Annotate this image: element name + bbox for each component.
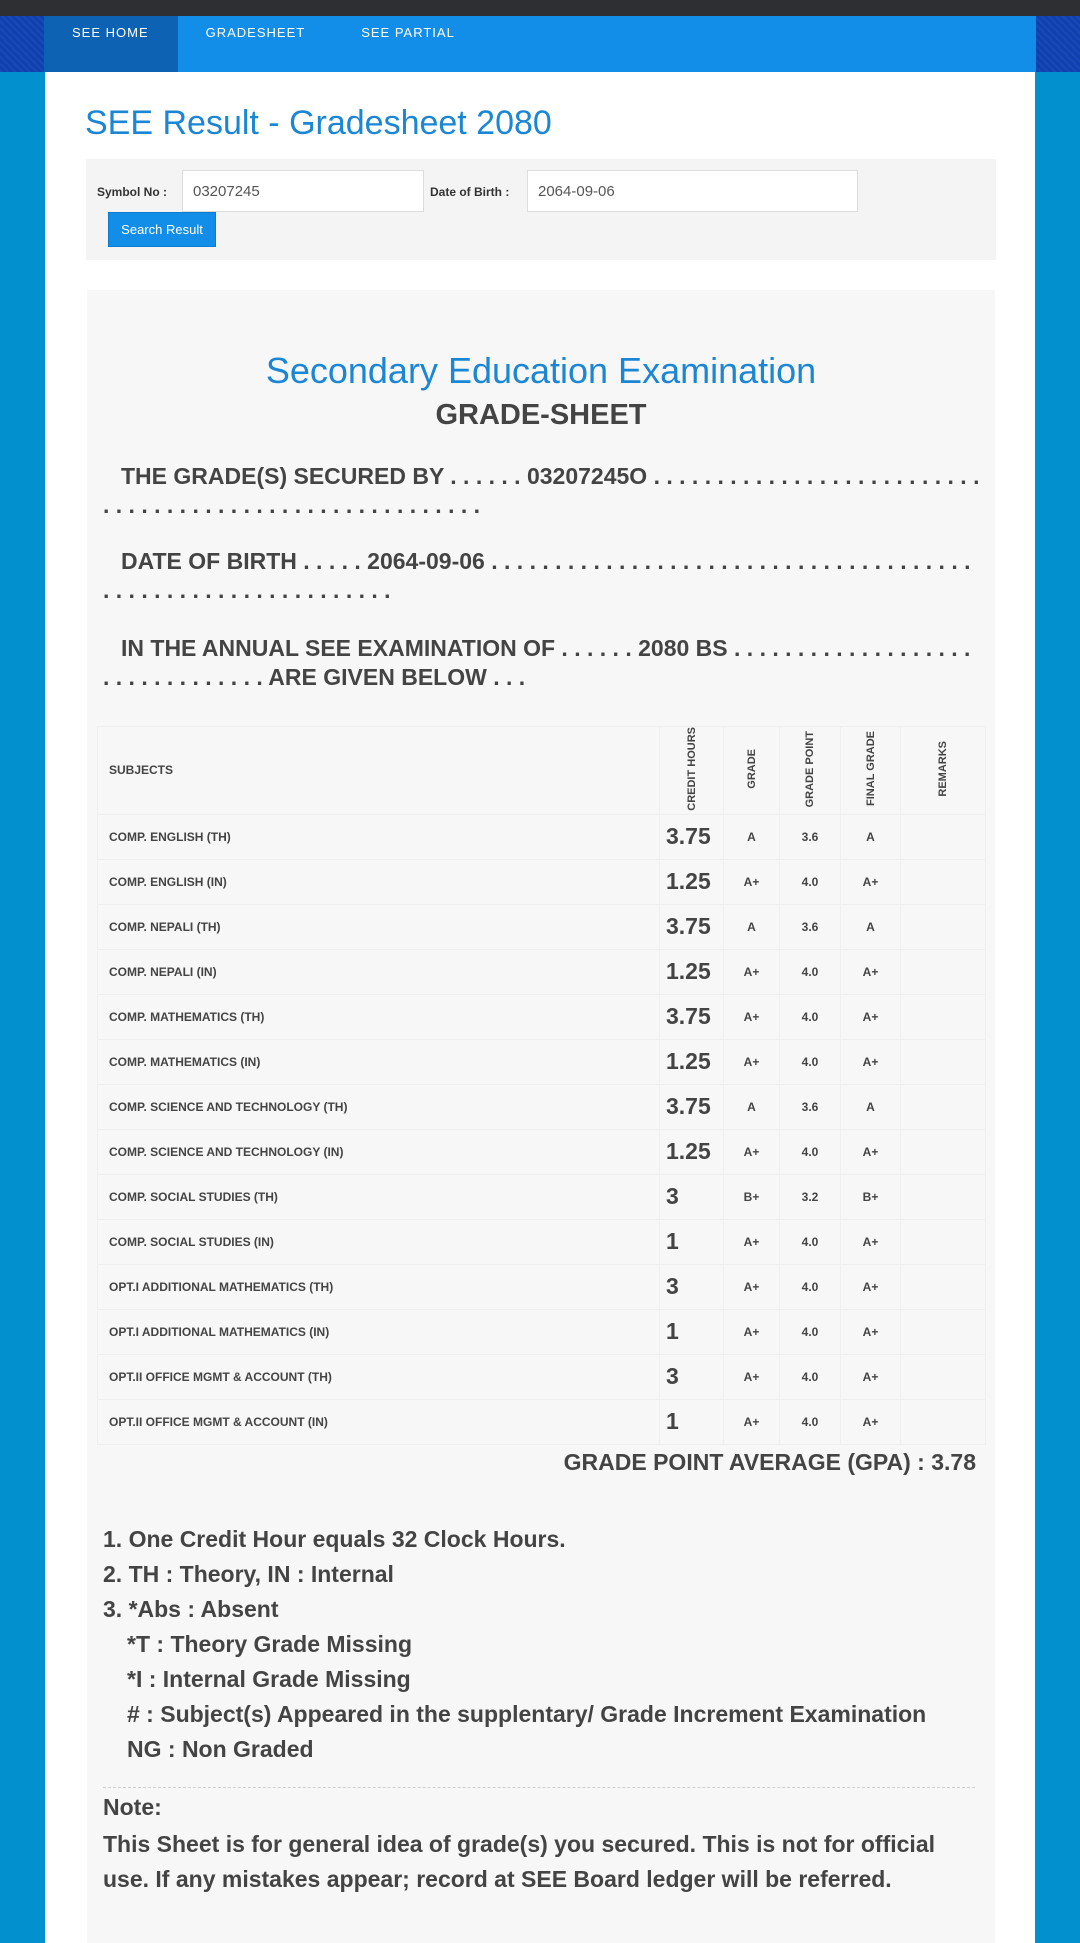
subject-cell: OPT.II OFFICE MGMT & ACCOUNT (TH) bbox=[98, 1354, 660, 1399]
dob-line: DATE OF BIRTH . . . . . 2064-09-06 . . . . . . . . . . . . . . . . . . . . . . . . . . . . . . . . . . . . . . . . . . . . . . . . . . . . . . . . . . . . . bbox=[103, 548, 971, 603]
exam-year-line: IN THE ANNUAL SEE EXAMINATION OF . . . . . . 2080 BS . . . . . . . . . . . . . . . . . . . . . . . . . . . . . . . . ARE GIVEN BELOW . . . bbox=[103, 635, 971, 690]
credit-hours-cell: 3 bbox=[660, 1264, 724, 1309]
grade-cell: A+ bbox=[724, 1354, 780, 1399]
table-row bbox=[98, 1129, 986, 1174]
grade-point-cell: 4.0 bbox=[780, 1354, 841, 1399]
note-heading: Note: bbox=[103, 1794, 162, 1820]
notes-divider bbox=[103, 1787, 975, 1788]
search-result-button[interactable]: Search Result bbox=[108, 212, 216, 247]
table-row bbox=[98, 1174, 986, 1219]
legend-line: 3. *Abs : Absent bbox=[103, 1596, 279, 1622]
subject-cell: COMP. ENGLISH (TH) bbox=[98, 814, 660, 859]
credit-hours-cell: 3 bbox=[660, 1174, 724, 1219]
table-row bbox=[98, 1084, 986, 1129]
remarks-cell bbox=[901, 1264, 986, 1309]
subject-cell: COMP. SCIENCE AND TECHNOLOGY (IN) bbox=[98, 1129, 660, 1174]
grade-sheet bbox=[87, 290, 995, 1943]
grade-cell: A+ bbox=[724, 1309, 780, 1354]
grade-cell: A bbox=[724, 814, 780, 859]
table-row bbox=[98, 1309, 986, 1354]
nav-see-home[interactable]: SEE HOME bbox=[44, 16, 178, 72]
credit-hours-cell: 3.75 bbox=[660, 994, 724, 1039]
final-grade-cell: A+ bbox=[841, 1129, 901, 1174]
final-grade-cell: A+ bbox=[841, 1264, 901, 1309]
grade-point-cell: 4.0 bbox=[780, 949, 841, 994]
subject-cell: COMP. SOCIAL STUDIES (TH) bbox=[98, 1174, 660, 1219]
table-row bbox=[98, 814, 986, 859]
exam-title: Secondary Education Examination bbox=[265, 350, 817, 391]
remarks-cell bbox=[901, 904, 986, 949]
remarks-cell bbox=[901, 814, 986, 859]
legend-line: 1. One Credit Hour equals 32 Clock Hours. bbox=[103, 1526, 566, 1552]
gpa-summary: GRADE POINT AVERAGE (GPA) : 3.78 bbox=[563, 1449, 976, 1475]
credit-hours-cell: 1.25 bbox=[660, 949, 724, 994]
subject-cell: OPT.I ADDITIONAL MATHEMATICS (IN) bbox=[98, 1309, 660, 1354]
final-grade-cell: A+ bbox=[841, 994, 901, 1039]
header-remarks: REMARKS bbox=[901, 727, 986, 815]
remarks-cell bbox=[901, 1399, 986, 1444]
final-grade-cell: B+ bbox=[841, 1174, 901, 1219]
grade-cell: A bbox=[724, 1084, 780, 1129]
credit-hours-cell: 1.25 bbox=[660, 1129, 724, 1174]
page-title: SEE Result - Gradesheet 2080 bbox=[85, 104, 552, 142]
final-grade-cell: A+ bbox=[841, 1399, 901, 1444]
grade-cell: A+ bbox=[724, 1039, 780, 1084]
header-subjects: SUBJECTS bbox=[98, 727, 660, 815]
legend-line: NG : Non Graded bbox=[127, 1736, 314, 1762]
header-credit-hours: CREDIT HOURS bbox=[660, 727, 724, 815]
dob-label: Date of Birth : bbox=[430, 185, 510, 199]
final-grade-cell: A bbox=[841, 904, 901, 949]
final-grade-cell: A+ bbox=[841, 859, 901, 904]
grade-point-cell: 3.6 bbox=[780, 814, 841, 859]
legend-notes bbox=[103, 1522, 926, 1767]
gradesheet-title: GRADE-SHEET bbox=[435, 399, 647, 431]
search-form bbox=[86, 159, 996, 260]
grade-cell: A+ bbox=[724, 949, 780, 994]
final-grade-cell: A+ bbox=[841, 949, 901, 994]
legend-line: *T : Theory Grade Missing bbox=[127, 1631, 412, 1657]
grade-cell: A bbox=[724, 904, 780, 949]
final-grade-cell: A+ bbox=[841, 1354, 901, 1399]
final-grade-cell: A+ bbox=[841, 1309, 901, 1354]
page-container bbox=[45, 72, 1035, 1943]
credit-hours-cell: 1.25 bbox=[660, 859, 724, 904]
subject-cell: COMP. NEPALI (TH) bbox=[98, 904, 660, 949]
grade-point-cell: 4.0 bbox=[780, 1399, 841, 1444]
header-final-grade: FINAL GRADE bbox=[841, 727, 901, 815]
remarks-cell bbox=[901, 859, 986, 904]
credit-hours-cell: 1 bbox=[660, 1399, 724, 1444]
browser-top-strip bbox=[0, 0, 1080, 16]
credit-hours-cell: 3.75 bbox=[660, 814, 724, 859]
grade-cell: A+ bbox=[724, 1129, 780, 1174]
final-grade-cell: A bbox=[841, 814, 901, 859]
final-grade-cell: A+ bbox=[841, 1219, 901, 1264]
credit-hours-cell: 1.25 bbox=[660, 1039, 724, 1084]
table-row bbox=[98, 994, 986, 1039]
secured-by-line: THE GRADE(S) SECURED BY . . . . . . 03207245O . . . . . . . . . . . . . . . . . . . . . . . . . . . . . . . . . . . . . . . . . . . . . . . . . . . . . . . . bbox=[103, 463, 980, 518]
subject-cell: COMP. NEPALI (IN) bbox=[98, 949, 660, 994]
grades-table bbox=[97, 726, 986, 1445]
table-row bbox=[98, 1039, 986, 1084]
remarks-cell bbox=[901, 994, 986, 1039]
grade-cell: A+ bbox=[724, 1399, 780, 1444]
table-row bbox=[98, 1219, 986, 1264]
grade-point-cell: 4.0 bbox=[780, 1264, 841, 1309]
credit-hours-cell: 3 bbox=[660, 1354, 724, 1399]
final-grade-cell: A+ bbox=[841, 1039, 901, 1084]
grade-point-cell: 4.0 bbox=[780, 859, 841, 904]
nav-see-partial[interactable]: SEE PARTIAL bbox=[361, 25, 455, 40]
grade-point-cell: 4.0 bbox=[780, 1219, 841, 1264]
remarks-cell bbox=[901, 1309, 986, 1354]
credit-hours-cell: 1 bbox=[660, 1309, 724, 1354]
table-row bbox=[98, 859, 986, 904]
grade-cell: A+ bbox=[724, 994, 780, 1039]
grade-point-cell: 4.0 bbox=[780, 1309, 841, 1354]
subject-cell: COMP. SCIENCE AND TECHNOLOGY (TH) bbox=[98, 1084, 660, 1129]
grade-point-cell: 4.0 bbox=[780, 1039, 841, 1084]
subject-cell: COMP. ENGLISH (IN) bbox=[98, 859, 660, 904]
note-body: This Sheet is for general idea of grade(s) you secured. This is not for official use. If any mistakes appear; record at SEE Board ledger will be referred. bbox=[103, 1831, 935, 1892]
grade-cell: A+ bbox=[724, 1264, 780, 1309]
subject-cell: COMP. MATHEMATICS (IN) bbox=[98, 1039, 660, 1084]
symbol-no-input[interactable] bbox=[182, 170, 424, 212]
credit-hours-cell: 1 bbox=[660, 1219, 724, 1264]
remarks-cell bbox=[901, 1039, 986, 1084]
remarks-cell bbox=[901, 1354, 986, 1399]
subject-cell: OPT.II OFFICE MGMT & ACCOUNT (IN) bbox=[98, 1399, 660, 1444]
grade-point-cell: 4.0 bbox=[780, 994, 841, 1039]
grade-cell: A+ bbox=[724, 1219, 780, 1264]
main-navbar bbox=[44, 16, 1036, 72]
table-header-row bbox=[98, 727, 986, 815]
grade-point-cell: 3.6 bbox=[780, 1084, 841, 1129]
legend-line: 2. TH : Theory, IN : Internal bbox=[103, 1561, 394, 1587]
remarks-cell bbox=[901, 949, 986, 994]
remarks-cell bbox=[901, 1174, 986, 1219]
grade-cell: B+ bbox=[724, 1174, 780, 1219]
table-row bbox=[98, 1399, 986, 1444]
grade-point-cell: 4.0 bbox=[780, 1129, 841, 1174]
subject-cell: OPT.I ADDITIONAL MATHEMATICS (TH) bbox=[98, 1264, 660, 1309]
table-row bbox=[98, 949, 986, 994]
remarks-cell bbox=[901, 1084, 986, 1129]
dob-input[interactable] bbox=[527, 170, 858, 212]
remarks-cell bbox=[901, 1129, 986, 1174]
grade-cell: A+ bbox=[724, 859, 780, 904]
table-row bbox=[98, 904, 986, 949]
remarks-cell bbox=[901, 1219, 986, 1264]
grade-point-cell: 3.6 bbox=[780, 904, 841, 949]
table-row bbox=[98, 1264, 986, 1309]
subject-cell: COMP. SOCIAL STUDIES (IN) bbox=[98, 1219, 660, 1264]
final-grade-cell: A bbox=[841, 1084, 901, 1129]
nav-gradesheet[interactable]: GRADESHEET bbox=[205, 25, 306, 40]
table-row bbox=[98, 1354, 986, 1399]
grade-point-cell: 3.2 bbox=[780, 1174, 841, 1219]
legend-line: # : Subject(s) Appeared in the supplentary/ Grade Increment Examination bbox=[127, 1701, 927, 1727]
credit-hours-cell: 3.75 bbox=[660, 904, 724, 949]
symbol-no-label: Symbol No : bbox=[97, 185, 168, 199]
header-grade: GRADE bbox=[724, 727, 780, 815]
header-grade-point: GRADE POINT bbox=[780, 727, 841, 815]
legend-line: *I : Internal Grade Missing bbox=[127, 1666, 411, 1692]
credit-hours-cell: 3.75 bbox=[660, 1084, 724, 1129]
subject-cell: COMP. MATHEMATICS (TH) bbox=[98, 994, 660, 1039]
